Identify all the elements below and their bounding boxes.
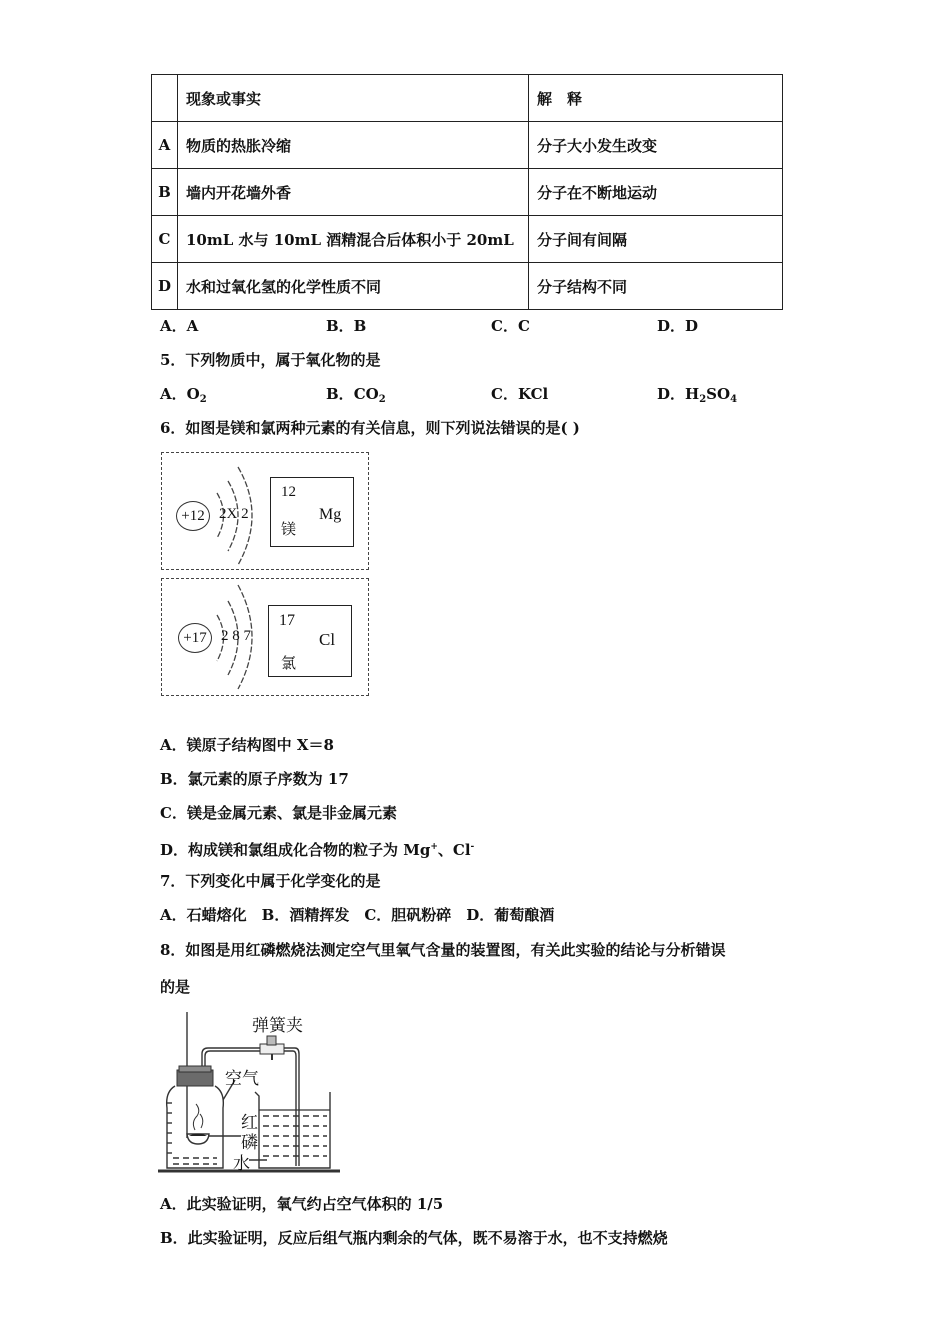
q7-options[interactable]: A．石蜡熔化 B．酒精挥发 C．胆矾粉碎 D．葡萄酿酒: [160, 906, 555, 924]
formula-sub: 2: [199, 394, 207, 405]
option-text: D．构成镁和氯组成化合物的粒子为 Mg: [160, 841, 431, 859]
q4-option-d[interactable]: D．D: [657, 317, 699, 335]
formula-main: CO: [353, 385, 379, 403]
q8-question-line1: 8．如图是用红磷燃烧法测定空气里氧气含量的装置图，有关此实验的结论与分析错误: [160, 941, 726, 959]
table-row: [152, 169, 783, 216]
formula-main: KCl: [517, 385, 549, 403]
header-explanation: 解 释: [529, 75, 783, 122]
table-row: [152, 263, 783, 310]
q4-option-a[interactable]: A．A: [160, 317, 199, 335]
cl-nucleus: +17: [178, 623, 212, 653]
mg-shell-electrons: 2X 2: [219, 506, 249, 522]
q8-option-b[interactable]: B．此实验证明，反应后组气瓶内剩余的气体，既不易溶于水，也不支持燃烧: [160, 1229, 668, 1247]
cl-element-card: [268, 605, 352, 677]
row-label: C: [152, 216, 178, 263]
cl-atomic-number: 17: [279, 612, 295, 629]
q5-question: 5．下列物质中，属于氧化物的是: [160, 351, 381, 369]
formula-sub: 2: [699, 394, 707, 405]
q5-option-d[interactable]: [657, 384, 737, 410]
q6-option-b[interactable]: B．氯元素的原子序数为 17: [160, 770, 349, 788]
row-explanation: 分子结构不同: [529, 263, 783, 310]
mg-name: 镁: [281, 520, 297, 538]
phosphorus-label: 磷: [241, 1133, 258, 1153]
option-prefix: B．: [326, 385, 354, 403]
q4-option-c[interactable]: C．C: [491, 317, 530, 335]
formula-tail: SO: [706, 385, 731, 403]
q5-option-b[interactable]: [326, 384, 386, 410]
formula-main: H: [685, 385, 700, 403]
charge-superscript: +: [430, 842, 438, 852]
row-label: D: [152, 263, 178, 310]
option-prefix: C．: [491, 385, 518, 403]
option-prefix: D．: [657, 385, 686, 403]
water-label: 水: [233, 1154, 250, 1174]
row-fact: 10mL 水与 10mL 酒精混合后体积小于 20mL: [178, 216, 529, 263]
row-label: A: [152, 122, 178, 169]
table-header-row: [152, 75, 783, 122]
clamp-label: 弹簧夹: [252, 1016, 303, 1036]
row-explanation: 分子在不断地运动: [529, 169, 783, 216]
q6-option-d[interactable]: [160, 837, 474, 860]
row-fact: 墙内开花墙外香: [178, 169, 529, 216]
mg-atom-diagram: [161, 452, 369, 570]
formula-sub: 4: [730, 394, 738, 405]
table-row: [152, 122, 783, 169]
q6-question: 6．如图是镁和氯两种元素的有关信息，则下列说法错误的是( ): [160, 419, 580, 437]
q4-table: [151, 74, 783, 310]
q8-question-line2: 的是: [160, 978, 191, 996]
mg-symbol: Mg: [319, 506, 342, 523]
q4-option-b[interactable]: B．B: [326, 317, 367, 335]
cl-symbol: Cl: [319, 630, 336, 649]
header-fact: 现象或事实: [178, 75, 529, 122]
q5-option-c[interactable]: [491, 384, 548, 404]
row-explanation: 分子大小发生改变: [529, 122, 783, 169]
cl-name: 氯: [281, 654, 297, 672]
table-row: [152, 216, 783, 263]
formula-sub: 2: [378, 394, 386, 405]
red-phosphorus-apparatus-diagram: [155, 1008, 355, 1178]
header-label: [152, 75, 178, 122]
row-fact: 水和过氧化氢的化学性质不同: [178, 263, 529, 310]
q6-option-c[interactable]: C．镁是金属元素、氯是非金属元素: [160, 804, 397, 822]
red-label: 红: [241, 1113, 258, 1133]
row-fact: 物质的热胀冷缩: [178, 122, 529, 169]
q7-question: 7．下列变化中属于化学变化的是: [160, 872, 381, 890]
cl-atom-diagram: [161, 578, 369, 696]
option-prefix: A．: [160, 385, 187, 403]
q6-option-a[interactable]: A．镁原子结构图中 X＝8: [160, 736, 334, 754]
row-explanation: 分子间有间隔: [529, 216, 783, 263]
q8-option-a[interactable]: A．此实验证明，氧气约占空气体积的 1/5: [160, 1195, 444, 1213]
air-label: 空气: [225, 1069, 259, 1089]
formula-main: O: [186, 385, 200, 403]
mg-nucleus: +12: [176, 501, 210, 531]
charge-superscript: -: [470, 842, 475, 852]
q5-option-a[interactable]: [160, 384, 207, 410]
mg-element-card: [270, 477, 354, 547]
mg-atomic-number: 12: [281, 484, 296, 500]
cl-shell-electrons: 2 8 7: [221, 628, 251, 644]
row-label: B: [152, 169, 178, 216]
option-text-mid: 、Cl: [437, 841, 471, 859]
